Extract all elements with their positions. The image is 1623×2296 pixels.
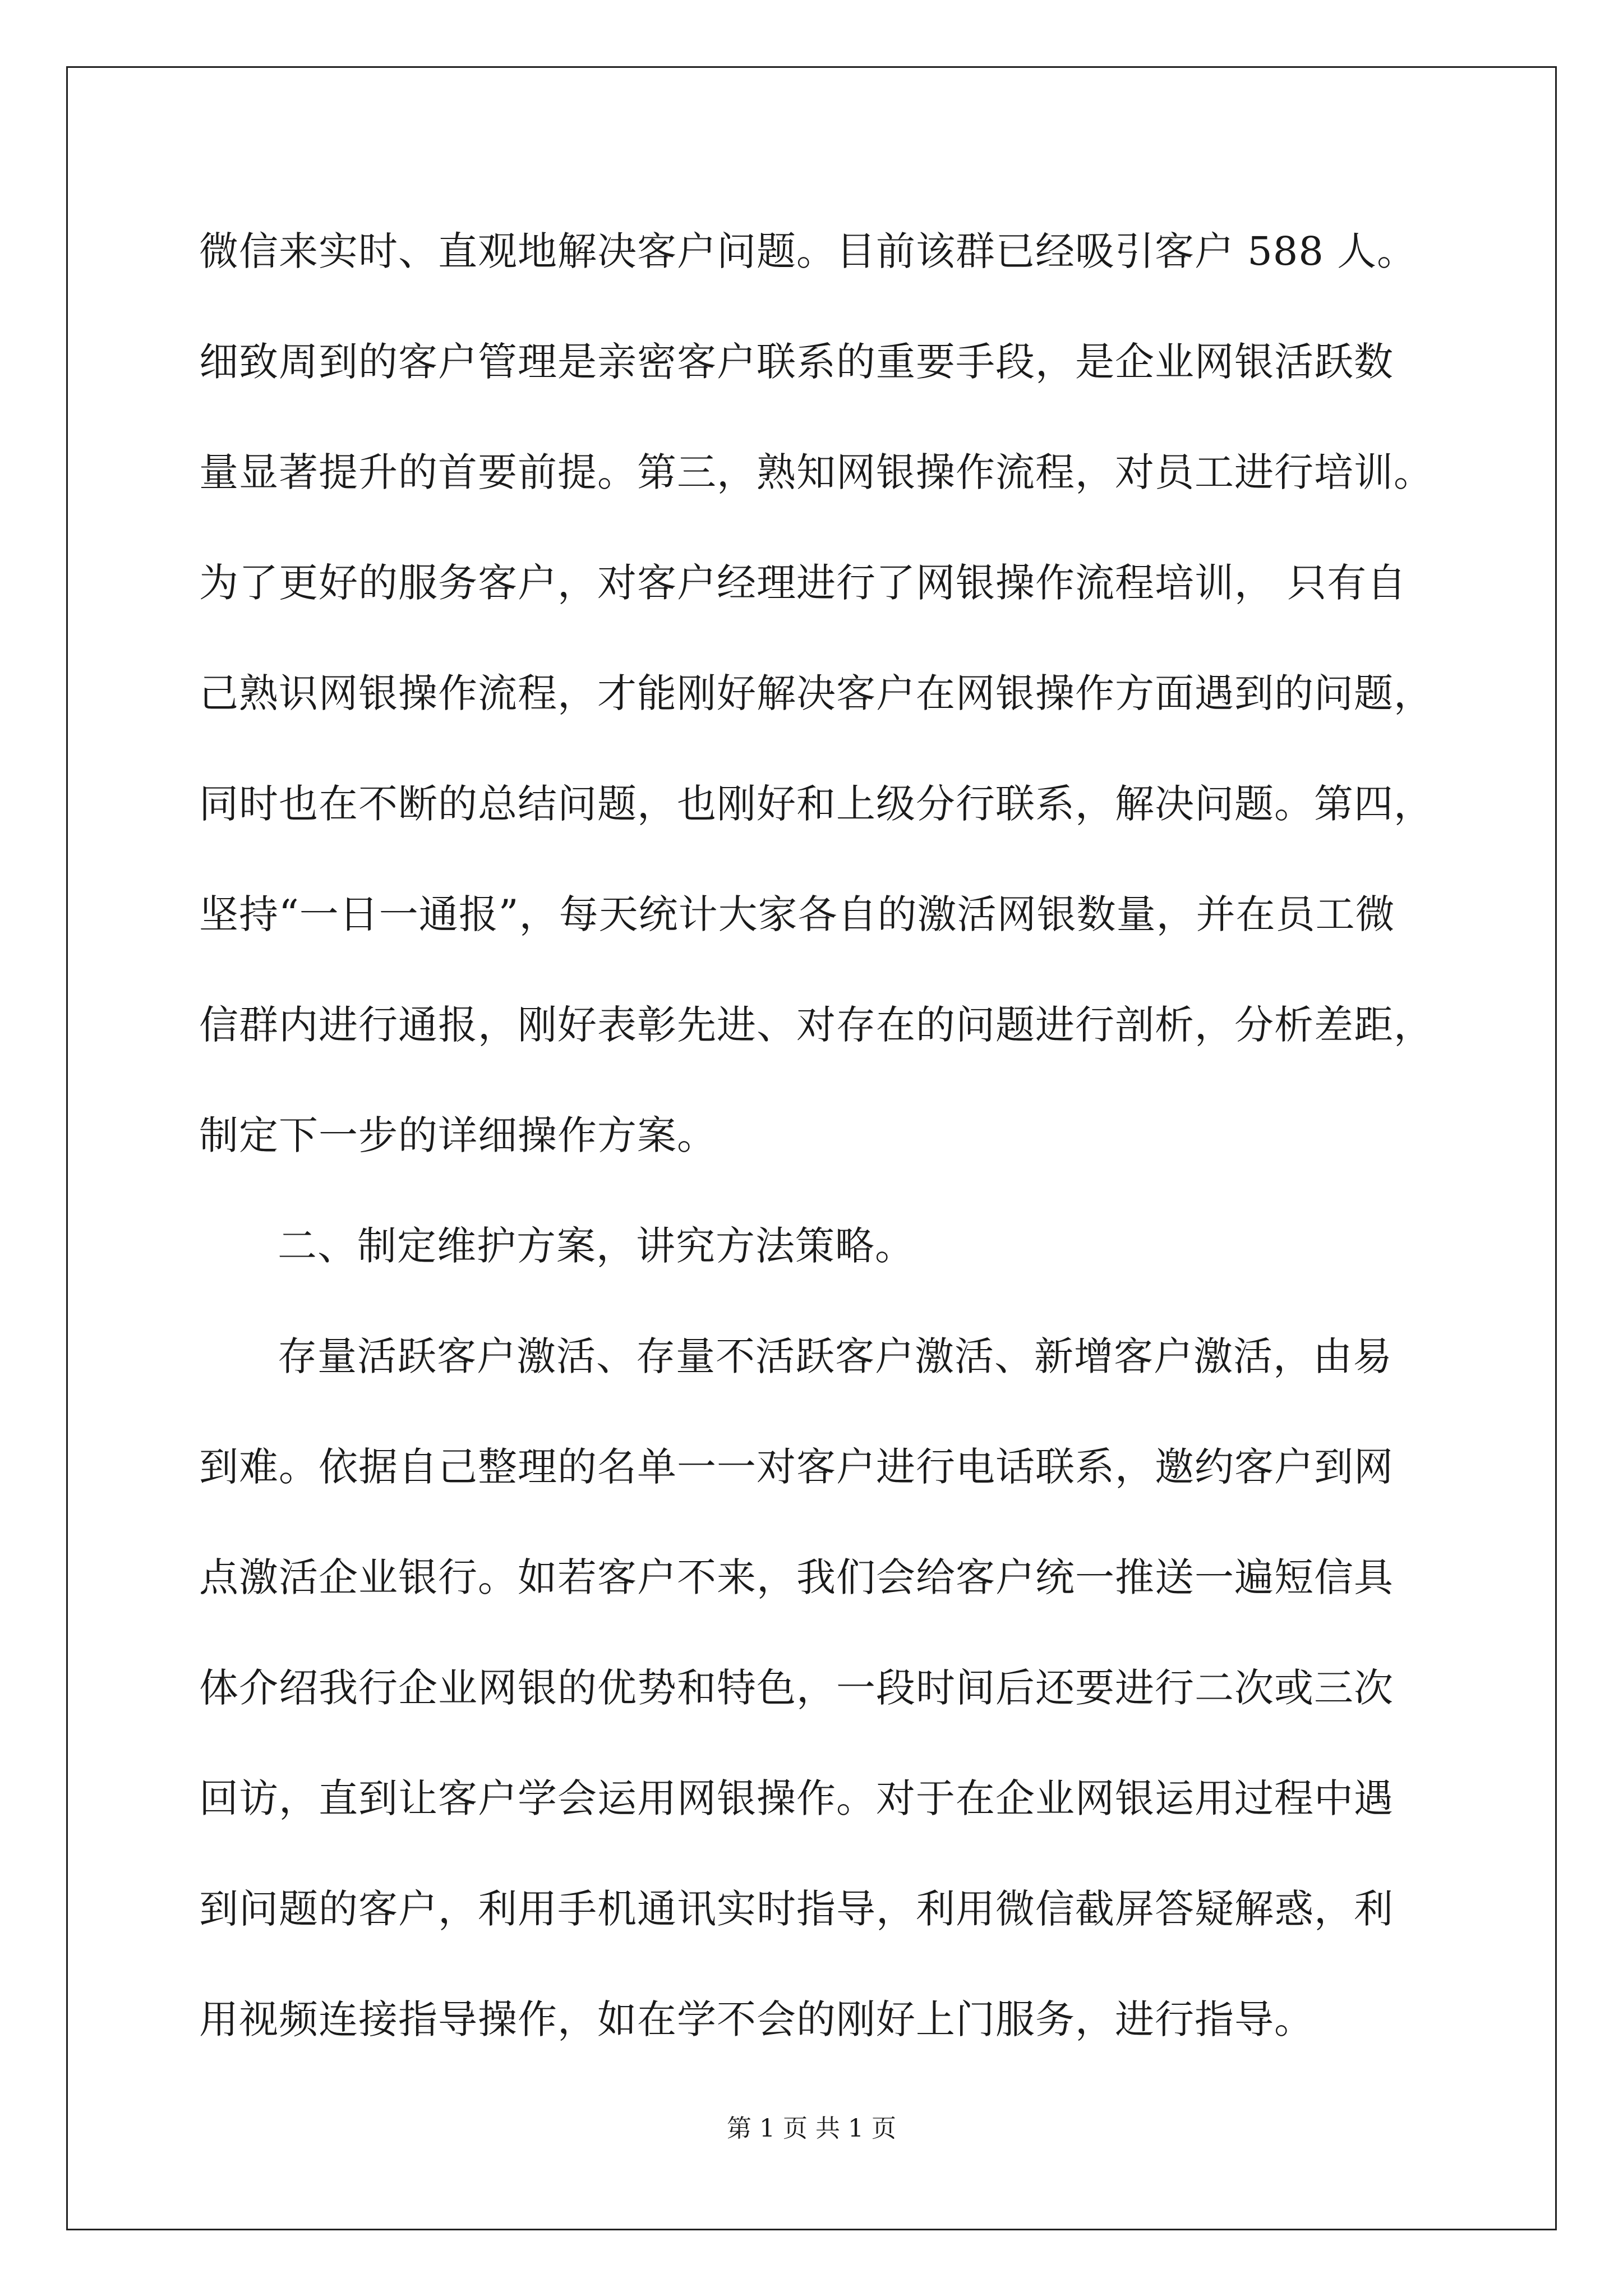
text-line: 用视频连接指导操作，如在学不会的刚好上门服务，进行指导。 xyxy=(199,1996,1314,2042)
paragraph-start: 存量活跃客户激活、存量不活跃客户激活、新增客户激活，由易 xyxy=(278,1333,1393,1379)
text-line: 到难。依据自己整理的名单一一对客户进行电话联系，邀约客户到网 xyxy=(199,1444,1394,1490)
text-line: 坚持“一日一通报”，每天统计大家各自的激活网银数量，并在员工微 xyxy=(199,891,1395,937)
text-line: 为了更好的服务客户，对客户经理进行了网银操作流程培训， 只有自 xyxy=(199,560,1407,606)
text-line: 回访，直到让客户学会运用网银操作。对于在企业网银运用过程中遇 xyxy=(199,1775,1394,1821)
text-line: 己熟识网银操作流程，才能刚好解决客户在网银操作方面遇到的问题， xyxy=(199,670,1433,716)
text-line: 量显著提升的首要前提。第三，熟知网银操作流程，对员工进行培训。 xyxy=(199,449,1433,495)
text-line: 细致周到的客户管理是亲密客户联系的重要手段，是企业网银活跃数 xyxy=(199,339,1394,385)
document-body xyxy=(199,196,1438,2075)
text-line: 信群内进行通报，刚好表彰先进、对存在的问题进行剖析，分析差距， xyxy=(199,1002,1433,1048)
text-line: 微信来实时、直观地解决客户问题。目前该群已经吸引客户 588 人。 xyxy=(199,228,1417,274)
page-number-footer: 第 1 页 共 1 页 xyxy=(727,2114,896,2143)
text-line: 点激活企业银行。如若客户不来，我们会给客户统一推送一遍短信具 xyxy=(199,1554,1394,1600)
text-line: 制定下一步的详细操作方案。 xyxy=(199,1112,717,1158)
text-line: 体介绍我行企业网银的优势和特色，一段时间后还要进行二次或三次 xyxy=(199,1665,1394,1711)
section-heading: 二、制定维护方案，讲究方法策略。 xyxy=(278,1223,915,1269)
text-line: 到问题的客户，利用手机通讯实时指导，利用微信截屏答疑解惑，利 xyxy=(199,1886,1394,1932)
text-line: 同时也在不断的总结问题，也刚好和上级分行联系，解决问题。第四， xyxy=(199,781,1433,827)
